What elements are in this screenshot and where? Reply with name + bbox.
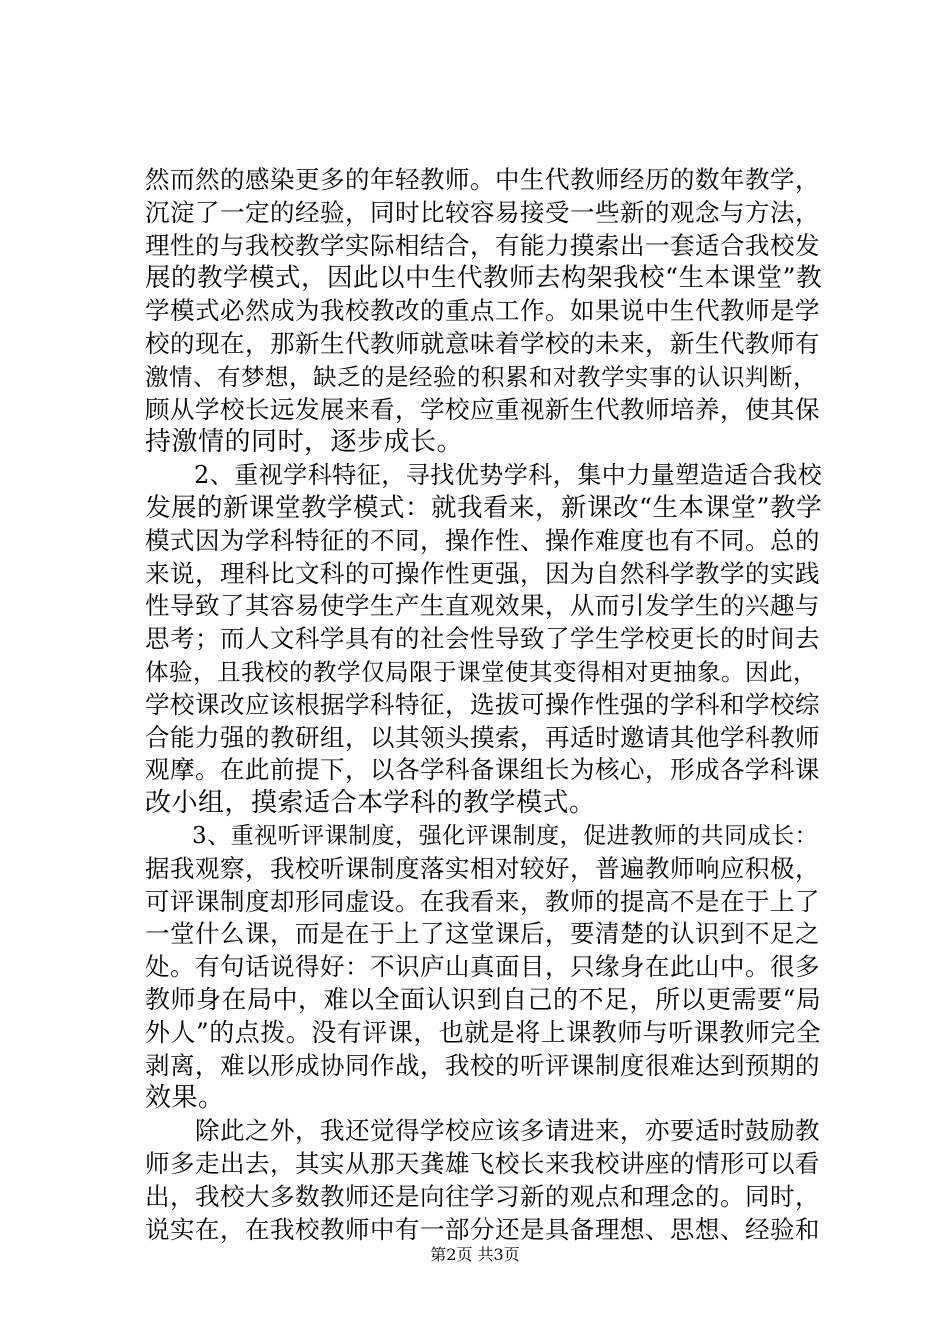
text-line: 来说，理科比文科的可操作性更强，因为自然科学教学的实践 (145, 558, 820, 588)
text-line: 改小组，摸索适合本学科的教学模式。 (145, 788, 596, 819)
text-line: 模式因为学科特征的不同，操作性、操作难度也有不同。总的 (145, 525, 820, 555)
text-line: 教师身在局中，难以全面认识到自己的不足，所以更需要“局 (145, 984, 822, 1014)
text-line: 发展的新课堂教学模式：就我看来，新课改“生本课堂”教学 (145, 492, 823, 523)
text-line: 剥离，难以形成协同作战，我校的听评课制度很难达到预期的 (145, 1050, 820, 1080)
text-line: 思考；而人文科学具有的社会性导致了学生学校更长的时间去 (145, 624, 820, 654)
text-line: 出，我校大多数教师还是向往学习新的观点和理念的。同时， (145, 1181, 820, 1211)
text-line: 校的现在，那新生代教师就意味着学校的未来，新生代教师有 (145, 328, 820, 358)
text-line: 合能力强的教研组，以其领头摸索，再适时邀请其他学科教师 (145, 722, 820, 752)
document-body (145, 164, 825, 1246)
text-line: 外人”的点拨。没有评课，也就是将上课教师与听课教师完全 (145, 1017, 822, 1047)
text-line: 观摩。在此前提下，以各学科备课组长为核心，形成各学科课 (145, 755, 820, 785)
text-line: 沉淀了一定的经验，同时比较容易接受一些新的观念与方法， (145, 197, 820, 227)
page-number-footer: 第2页 共3页 (430, 1245, 520, 1264)
text-line: 然而然的感染更多的年轻教师。中生代教师经历的数年教学， (145, 165, 820, 194)
text-line: 除此之外，我还觉得学校应该多请进来，亦要适时鼓励教 (145, 1116, 820, 1146)
text-line: 效果。 (145, 1083, 225, 1114)
text-line: 展的教学模式，因此以中生代教师去构架我校“生本课堂”教 (145, 263, 823, 294)
text-line: 可评课制度却形同虚设。在我看来，教师的提高不是在于上了 (145, 886, 820, 916)
text-line: 据我观察，我校听课制度落实相对较好，普遍教师响应积极， (145, 853, 820, 883)
text-line: 一堂什么课，而是在于上了这堂课后，要清楚的认识到不足之 (145, 919, 820, 949)
text-line: 顾从学校长远发展来看，学校应重视新生代教师培养，使其保 (145, 394, 820, 424)
text-line: 激情、有梦想，缺乏的是经验的积累和对教学实事的认识判断， (145, 362, 817, 391)
text-line: 2、重视学科特征，寻找优势学科，集中力量塑造适合我校 (145, 461, 823, 490)
text-line: 学校课改应该根据学科特征，选拔可操作性强的学科和学校综 (145, 689, 820, 719)
text-line: 师多走出去，其实从那天龚雄飞校长来我校讲座的情形可以看 (145, 1148, 820, 1178)
text-line: 体验，且我校的教学仅局限于课堂使其变得相对更抽象。因此， (145, 657, 817, 686)
text-line: 说实在，在我校教师中有一部分还是具备理想、思想、经验和 (145, 1214, 820, 1244)
text-line: 理性的与我校教学实际相结合，有能力摸索出一套适合我校发 (145, 230, 820, 260)
text-line: 3、重视听评课制度，强化评课制度，促进教师的共同成长： (145, 822, 819, 849)
text-line: 处。有句话说得好：不识庐山真面目，只缘身在此山中。很多 (145, 952, 820, 982)
text-line: 性导致了其容易使学生产生直观效果，从而引发学生的兴趣与 (145, 591, 820, 621)
text-line: 学模式必然成为我校教改的重点工作。如果说中生代教师是学 (145, 296, 820, 326)
text-line: 持激情的同时，逐步成长。 (145, 427, 464, 458)
